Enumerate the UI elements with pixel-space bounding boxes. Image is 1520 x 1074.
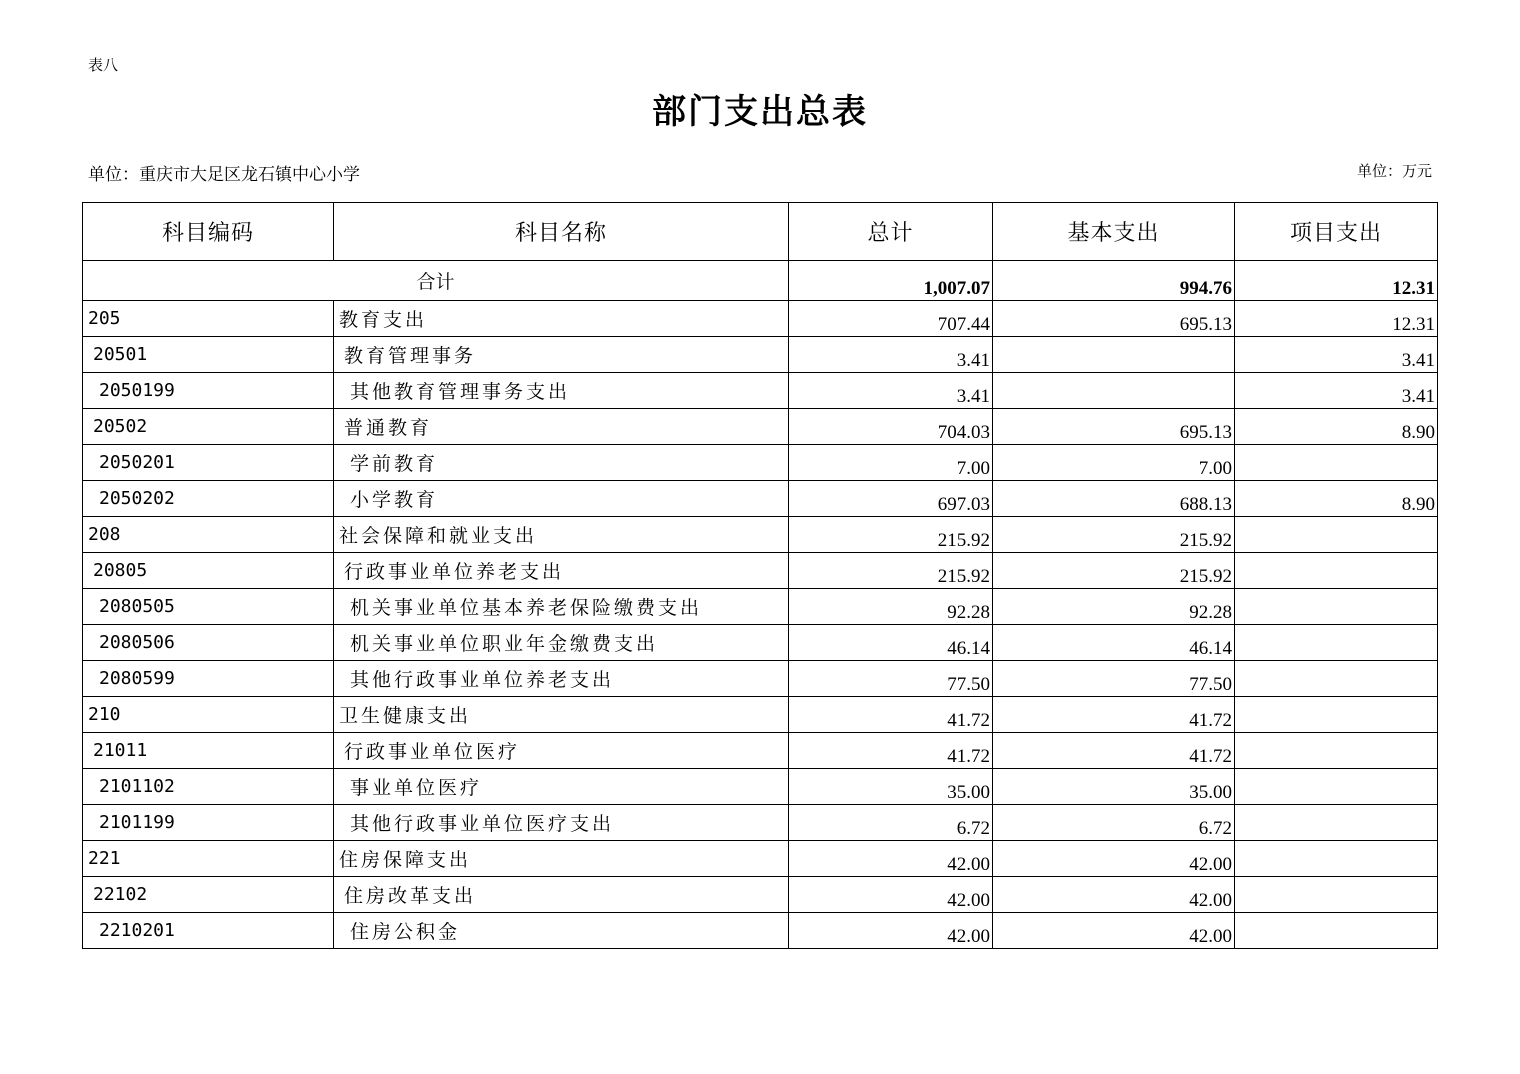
row-code: 20502	[83, 409, 334, 445]
row-project	[1235, 769, 1438, 805]
row-total: 3.41	[789, 337, 993, 373]
header-code: 科目编码	[83, 203, 334, 261]
row-project	[1235, 805, 1438, 841]
row-basic: 695.13	[993, 409, 1235, 445]
row-name: 卫生健康支出	[334, 697, 789, 733]
row-code: 210	[83, 697, 334, 733]
table-number-label: 表八	[88, 56, 119, 74]
table-row	[83, 769, 1438, 805]
row-basic: 42.00	[993, 877, 1235, 913]
table-row	[83, 409, 1438, 445]
total-sum: 1,007.07	[789, 261, 993, 301]
row-code: 205	[83, 301, 334, 337]
row-name: 社会保障和就业支出	[334, 517, 789, 553]
row-total: 42.00	[789, 913, 993, 949]
row-basic	[993, 337, 1235, 373]
table-row	[83, 481, 1438, 517]
row-project: 3.41	[1235, 337, 1438, 373]
row-total: 697.03	[789, 481, 993, 517]
row-name: 行政事业单位医疗	[334, 733, 789, 769]
row-name: 行政事业单位养老支出	[334, 553, 789, 589]
row-basic: 215.92	[993, 553, 1235, 589]
row-project	[1235, 517, 1438, 553]
total-project: 12.31	[1235, 261, 1438, 301]
table-row	[83, 661, 1438, 697]
table-row	[83, 373, 1438, 409]
row-basic: 215.92	[993, 517, 1235, 553]
row-name: 普通教育	[334, 409, 789, 445]
row-total: 42.00	[789, 841, 993, 877]
row-basic: 688.13	[993, 481, 1235, 517]
row-project: 8.90	[1235, 409, 1438, 445]
row-name: 机关事业单位基本养老保险缴费支出	[334, 589, 789, 625]
row-project	[1235, 733, 1438, 769]
row-code: 2080505	[83, 589, 334, 625]
row-name: 住房保障支出	[334, 841, 789, 877]
row-name: 学前教育	[334, 445, 789, 481]
table-header-row	[83, 203, 1438, 261]
row-code: 20805	[83, 553, 334, 589]
row-code: 2101199	[83, 805, 334, 841]
row-project	[1235, 697, 1438, 733]
row-project	[1235, 661, 1438, 697]
row-basic: 42.00	[993, 841, 1235, 877]
row-name: 其他行政事业单位养老支出	[334, 661, 789, 697]
row-name: 教育管理事务	[334, 337, 789, 373]
row-code: 2080599	[83, 661, 334, 697]
row-code: 2080506	[83, 625, 334, 661]
total-row	[83, 261, 1438, 301]
row-code: 2050202	[83, 481, 334, 517]
row-project	[1235, 877, 1438, 913]
table-row	[83, 913, 1438, 949]
table-row	[83, 553, 1438, 589]
row-project	[1235, 913, 1438, 949]
row-code: 2050201	[83, 445, 334, 481]
table-row	[83, 445, 1438, 481]
row-project: 3.41	[1235, 373, 1438, 409]
row-total: 707.44	[789, 301, 993, 337]
table-row	[83, 805, 1438, 841]
reporting-unit-label: 单位：重庆市大足区龙石镇中心小学	[88, 165, 360, 185]
row-code: 2050199	[83, 373, 334, 409]
row-project: 12.31	[1235, 301, 1438, 337]
row-basic: 77.50	[993, 661, 1235, 697]
row-total: 215.92	[789, 553, 993, 589]
header-basic: 基本支出	[993, 203, 1235, 261]
total-label: 合计	[83, 261, 789, 301]
table-row	[83, 337, 1438, 373]
row-code: 20501	[83, 337, 334, 373]
expenditure-table	[82, 202, 1438, 949]
row-basic: 41.72	[993, 733, 1235, 769]
row-project	[1235, 841, 1438, 877]
row-total: 77.50	[789, 661, 993, 697]
row-name: 机关事业单位职业年金缴费支出	[334, 625, 789, 661]
row-code: 208	[83, 517, 334, 553]
page-title: 部门支出总表	[652, 92, 868, 132]
header-name: 科目名称	[334, 203, 789, 261]
table-row	[83, 625, 1438, 661]
row-total: 42.00	[789, 877, 993, 913]
row-basic: 42.00	[993, 913, 1235, 949]
header-project: 项目支出	[1235, 203, 1438, 261]
row-total: 41.72	[789, 733, 993, 769]
total-basic: 994.76	[993, 261, 1235, 301]
row-name: 事业单位医疗	[334, 769, 789, 805]
row-project	[1235, 445, 1438, 481]
row-name: 其他行政事业单位医疗支出	[334, 805, 789, 841]
row-basic: 695.13	[993, 301, 1235, 337]
row-total: 215.92	[789, 517, 993, 553]
row-name: 住房公积金	[334, 913, 789, 949]
row-total: 46.14	[789, 625, 993, 661]
row-name: 住房改革支出	[334, 877, 789, 913]
header-total: 总计	[789, 203, 993, 261]
row-name: 小学教育	[334, 481, 789, 517]
row-total: 6.72	[789, 805, 993, 841]
table-row	[83, 733, 1438, 769]
row-code: 221	[83, 841, 334, 877]
row-basic: 46.14	[993, 625, 1235, 661]
row-name: 教育支出	[334, 301, 789, 337]
row-project	[1235, 625, 1438, 661]
row-total: 92.28	[789, 589, 993, 625]
row-basic: 6.72	[993, 805, 1235, 841]
row-project	[1235, 589, 1438, 625]
currency-unit-label: 单位：万元	[1356, 162, 1432, 180]
row-total: 704.03	[789, 409, 993, 445]
row-basic: 7.00	[993, 445, 1235, 481]
row-total: 3.41	[789, 373, 993, 409]
row-project	[1235, 553, 1438, 589]
row-total: 35.00	[789, 769, 993, 805]
table-row	[83, 301, 1438, 337]
table-row	[83, 877, 1438, 913]
row-basic: 41.72	[993, 697, 1235, 733]
row-code: 2101102	[83, 769, 334, 805]
table-row	[83, 841, 1438, 877]
row-basic: 92.28	[993, 589, 1235, 625]
row-code: 21011	[83, 733, 334, 769]
table-row	[83, 697, 1438, 733]
row-basic: 35.00	[993, 769, 1235, 805]
row-project: 8.90	[1235, 481, 1438, 517]
row-name: 其他教育管理事务支出	[334, 373, 789, 409]
row-basic	[993, 373, 1235, 409]
table-row	[83, 589, 1438, 625]
row-code: 2210201	[83, 913, 334, 949]
row-total: 41.72	[789, 697, 993, 733]
row-total: 7.00	[789, 445, 993, 481]
table-row	[83, 517, 1438, 553]
row-code: 22102	[83, 877, 334, 913]
